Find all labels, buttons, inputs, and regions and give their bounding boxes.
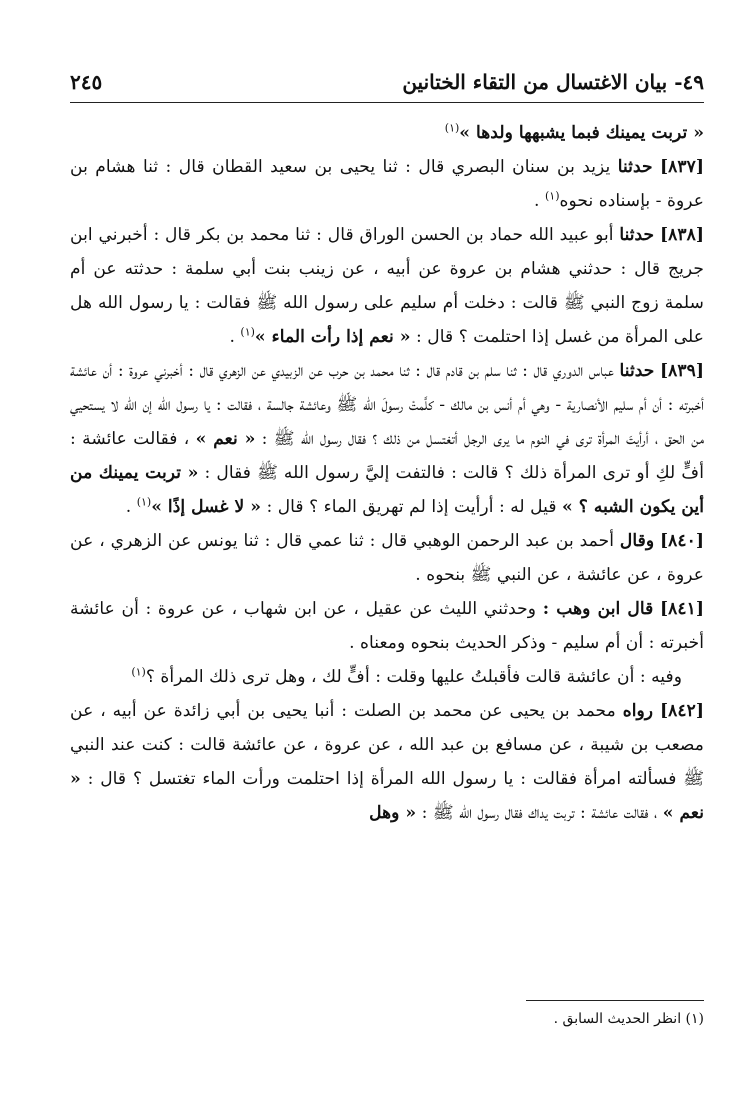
hadith-quote: « تربت يمينك فبما يشبهها ولدها » [459, 123, 704, 143]
hadith-number: [٨٣٨] [660, 225, 704, 245]
hadith-tail: . [125, 497, 132, 517]
hadith-837 [70, 150, 704, 218]
hadith-842 [70, 694, 704, 830]
hadith-number: [٨٤٢] [660, 701, 704, 721]
hadith-text: ، فقالت عائشة : تربت يداك فقال رسول الله ﷺ : [421, 803, 658, 823]
hadith-quote: « نعم » [195, 429, 256, 449]
page-number: ٢٤٥ [70, 70, 103, 94]
hadith-quote: « تربت يمينك من أين يكون الشبه ؟ » [70, 463, 704, 517]
hadith-text: محمد بن يحيى عن محمد بن الصلت : أنبا يحيى بن أبي زائدة عن أبيه ، عن مصعب بن شيبة ، عن مسافع بن عبد الله ، عن عروة ، عن عائشة قالت : كنت عند النبي ﷺ فسألته امرأة فقالت : يا رسول الله المرأة إذا احتلمت ورأت الماء تغتسل ؟ قال : [70, 701, 704, 789]
hadith-841-extra [70, 660, 704, 694]
hadith-number: [٨٤١] [660, 599, 705, 619]
hadith-quote: « وهل [369, 803, 417, 823]
hadith-text: قيل له : أرأيت إذا لم تهريق الماء ؟ قال : [266, 497, 557, 517]
hadith-text: وفيه : أن عائشة قالت فأقبلتُ عليها وقلت : أفٍّ لك ، وهل ترى ذلك المرأة ؟ [145, 667, 682, 687]
footnote-text: (١) انظر الحديث السابق . [553, 1011, 704, 1027]
hadith-lead: حدثنا [619, 225, 655, 245]
hadith-number: [٨٣٧] [660, 157, 704, 177]
footnote-ref: (١) [444, 121, 460, 135]
hadith-text: وحدثني الليث عن عقيل ، عن ابن شهاب ، عن عروة : أن عائشة أخبرته : أن أم سليم - وذكر الحديث بنحوه ومعناه . [70, 599, 704, 653]
hadith-text: ، فقالت عائشة : أفٍّ لكِ أو ترى المرأة ذلك ؟ قالت : فالتفت إليَّ رسول الله ﷺ فقال : [70, 429, 704, 483]
hadith-lead: حدثنا [619, 361, 655, 381]
hadith-text: عباس الدوري قال : ثنا سلم بن قادم قال : ثنا محمد بن حرب عن الزبيدي عن الزهري قال : أخبرني عروة : أن عائشة أخبرته : أن أم سليم الأنصارية - وهي أم أنس بن مالك - كلَّمتْ رسولَ الله ﷺ وعائشة جالسة ، فقالت : يا رسول الله إن الله لا يستحيي من الحق ، أرأيتَ المرأة ترى في النوم ما يرى الرجل أتغتسل من ذلك ؟ فقال رسول الله ﷺ : [70, 361, 704, 449]
continuation-paragraph [70, 116, 704, 150]
hadith-838 [70, 218, 704, 354]
footnote-ref: (١) [544, 189, 560, 203]
hadith-quote: « نعم » [70, 769, 704, 823]
hadith-number: [٨٤٠] [660, 531, 704, 551]
hadith-lead: قال ابن وهب : [542, 599, 654, 619]
footnote-ref: (١) [136, 495, 152, 509]
hadith-number: [٨٣٩] [660, 361, 705, 381]
hadith-tail: . [229, 327, 235, 347]
footnote-ref: (١) [131, 665, 146, 679]
hadith-tail: . [534, 191, 540, 211]
hadith-lead: وقال [619, 531, 655, 551]
hadith-quote: « لا غسل إذًا » [151, 497, 261, 517]
footnote-divider [526, 1000, 704, 1001]
hadith-text: أحمد بن عبد الرحمن الوهبي قال : ثنا عمي قال : ثنا يونس عن الزهري ، عن عروة ، عن عائشة ، عن النبي ﷺ بنحوه . [70, 531, 704, 585]
hadith-841 [70, 592, 704, 660]
hadith-lead: حدثنا [617, 157, 653, 177]
hadith-839 [70, 354, 704, 524]
hadith-text: أبو عبيد الله حماد بن الحسن الوراق قال : ثنا محمد بن بكر قال : أخبرني ابن جريج قال : حدثني هشام بن عروة عن أبيه ، عن زينب بنت أبي سلمة : حدثته عن أم سلمة زوج النبي ﷺ قالت : دخلت أم سليم على رسول الله ﷺ فقالت : يا رسول الله هل على المرأة من غسل إذا احتلمت ؟ قال : [70, 225, 704, 347]
hadith-quote: « نعم إذا رأت الماء » [254, 327, 411, 347]
hadith-text: يزيد بن سنان البصري قال : ثنا يحيى بن سعيد القطان قال : ثنا هشام بن عروة - بإسناده نحوه [70, 157, 704, 211]
footnote [70, 1006, 704, 1032]
hadith-lead: رواه [622, 701, 654, 721]
hadith-840 [70, 524, 704, 592]
main-text [70, 116, 704, 830]
footnote-ref: (١) [240, 325, 255, 339]
page-header [70, 62, 704, 103]
chapter-title: ٤٩- بيان الاغتسال من التقاء الختانين [402, 70, 704, 94]
